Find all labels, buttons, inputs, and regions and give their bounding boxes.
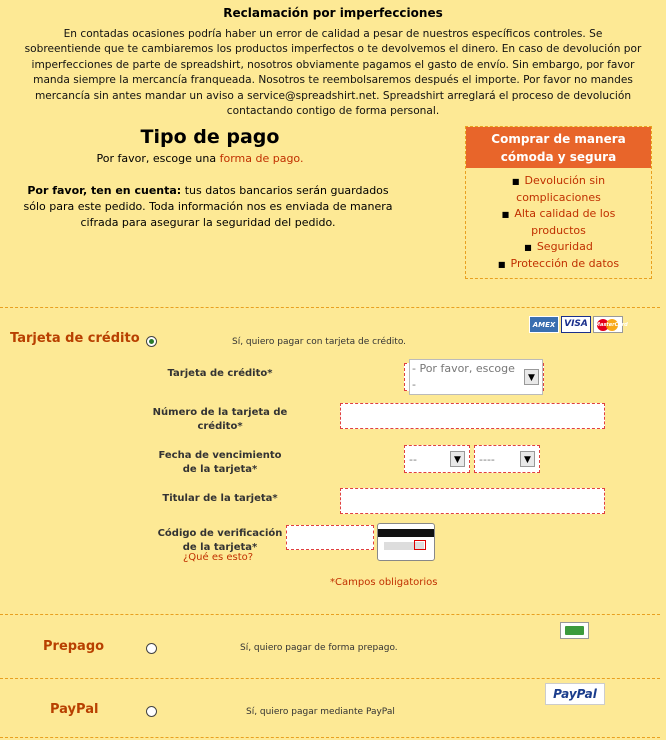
credit-card-radio-label: Sí, quiero pagar con tarjeta de crédito. [232, 337, 407, 347]
payment-note-bold: Por favor, ten en cuenta: [27, 184, 182, 197]
card-number-label-line: Número de la tarjeta de [152, 407, 288, 418]
secure-box-list [466, 168, 651, 273]
credit-card-title: Tarjeta de crédito [10, 331, 140, 346]
secure-box-item-cont[interactable]: productos [531, 224, 586, 237]
expiry-month-select[interactable] [404, 445, 470, 473]
card-number-input[interactable] [340, 403, 605, 429]
section-divider [0, 678, 660, 679]
chevron-down-icon: ▼ [524, 369, 539, 385]
payment-note [0, 183, 416, 231]
secure-box-header-line: Comprar de manera [491, 132, 626, 146]
prepay-money-icon [560, 622, 589, 639]
paypal-radio[interactable] [146, 706, 157, 717]
card-number-label [150, 406, 290, 434]
claim-title: Reclamación por imperfecciones [223, 6, 443, 20]
expiry-label [150, 449, 290, 477]
visa-logo-text: VISA [564, 319, 588, 329]
claim-text [0, 27, 666, 119]
secure-box-item-label: Protección de datos [510, 257, 620, 270]
card-type-select-value: - Por favor, escoge - [409, 359, 543, 395]
card-number-label-line: crédito* [197, 421, 243, 432]
payment-choose [50, 152, 350, 165]
card-holder-input[interactable] [340, 488, 605, 514]
prepay-radio-label: Sí, quiero pagar de forma prepago. [240, 643, 398, 653]
chevron-down-icon: ▼ [520, 451, 535, 467]
credit-card-radio[interactable] [146, 336, 157, 347]
card-logos [529, 316, 628, 333]
secure-box-item-cont[interactable]: complicaciones [516, 191, 601, 204]
secure-box-item[interactable]: ■ Seguridad [524, 240, 593, 253]
secure-shopping-box [465, 126, 652, 279]
required-fields-note: *Campos obligatorios [330, 577, 438, 588]
cvc-input[interactable] [286, 525, 374, 550]
expiry-month-value: -- [409, 452, 417, 466]
payment-method-link[interactable]: forma de pago. [219, 152, 304, 165]
visa-logo-icon [561, 316, 591, 333]
secure-box-header [466, 127, 651, 168]
claim-line: imperfecciones de parte de spreadshirt, nosotros obviamente pagamos el gasto de envío. Sin embargo, por favor [31, 58, 635, 71]
expiry-year-select[interactable] [474, 445, 540, 473]
payment-note-line: tus datos bancarios serán guardados [181, 184, 389, 197]
card-holder-label: Titular de la tarjeta* [162, 493, 278, 504]
expiry-label-line: Fecha de vencimiento [158, 450, 282, 461]
prepay-radio[interactable] [146, 643, 157, 654]
mastercard-logo-icon [593, 316, 628, 333]
expiry-year-value: ---- [479, 452, 495, 466]
secure-box-item[interactable]: ■ Devolución sin [511, 174, 606, 187]
prepay-title: Prepago [43, 639, 105, 654]
chevron-down-icon: ▼ [450, 451, 465, 467]
payment-note-line: cifrada para asegurar la seguridad del pedido. [80, 216, 336, 229]
secure-box-item-label: Devolución sin [524, 174, 606, 187]
section-divider [0, 307, 660, 308]
secure-box-item-label: Seguridad [536, 240, 593, 253]
secure-box-item[interactable]: ■ Protección de datos [497, 257, 620, 270]
amex-logo-text: AMEX [532, 321, 556, 329]
claim-line: mercancía sin antes mandar un aviso a service@spreadshirt.net. Spreadshirt arreglará el proceso de devolución [34, 89, 632, 102]
cvc-card-icon [377, 523, 435, 561]
paypal-title: PayPal [50, 702, 99, 717]
section-divider [0, 614, 660, 615]
paypal-radio-label: Sí, quiero pagar mediante PayPal [246, 707, 395, 717]
mastercard-logo-text: MasterCard [595, 322, 628, 328]
section-divider [0, 737, 660, 738]
cvc-label [150, 527, 290, 555]
cvc-label-line: Código de verificación [157, 528, 283, 539]
payment-title: Tipo de pago [140, 126, 280, 148]
payment-choose-text: Por favor, escoge una [96, 152, 217, 165]
secure-box-item[interactable]: ■ Alta calidad de los [501, 207, 616, 220]
card-type-label: Tarjeta de crédito* [167, 368, 273, 379]
claim-line: contactando contigo de forma personal. [226, 105, 440, 118]
card-type-select[interactable] [404, 363, 544, 391]
secure-box-item-label: Alta calidad de los [514, 207, 616, 220]
expiry-label-line: de la tarjeta* [182, 464, 258, 475]
cvc-label-line: de la tarjeta* [182, 542, 258, 553]
paypal-logo-icon [545, 683, 605, 705]
claim-line: manda siempre la mercancía franqueada. Nosotros te reembolsaremos después el importe. Por favor no mandes [33, 74, 633, 87]
paypal-logo-text: PayPal [553, 687, 597, 701]
claim-line: En contadas ocasiones podría haber un error de calidad a pesar de nuestros específicos controles. Se [63, 28, 603, 40]
claim-line: sobreentiende que te cambiaremos los productos imperfectos o te devolvemos el dinero. En caso de devolución por [24, 43, 642, 56]
cvc-help-link[interactable]: ¿Qué es esto? [183, 552, 254, 563]
secure-box-header-line: cómoda y segura [500, 150, 617, 164]
amex-logo-icon [529, 316, 559, 333]
payment-note-line: sólo para este pedido. Toda información nos es enviada de manera [23, 200, 393, 213]
